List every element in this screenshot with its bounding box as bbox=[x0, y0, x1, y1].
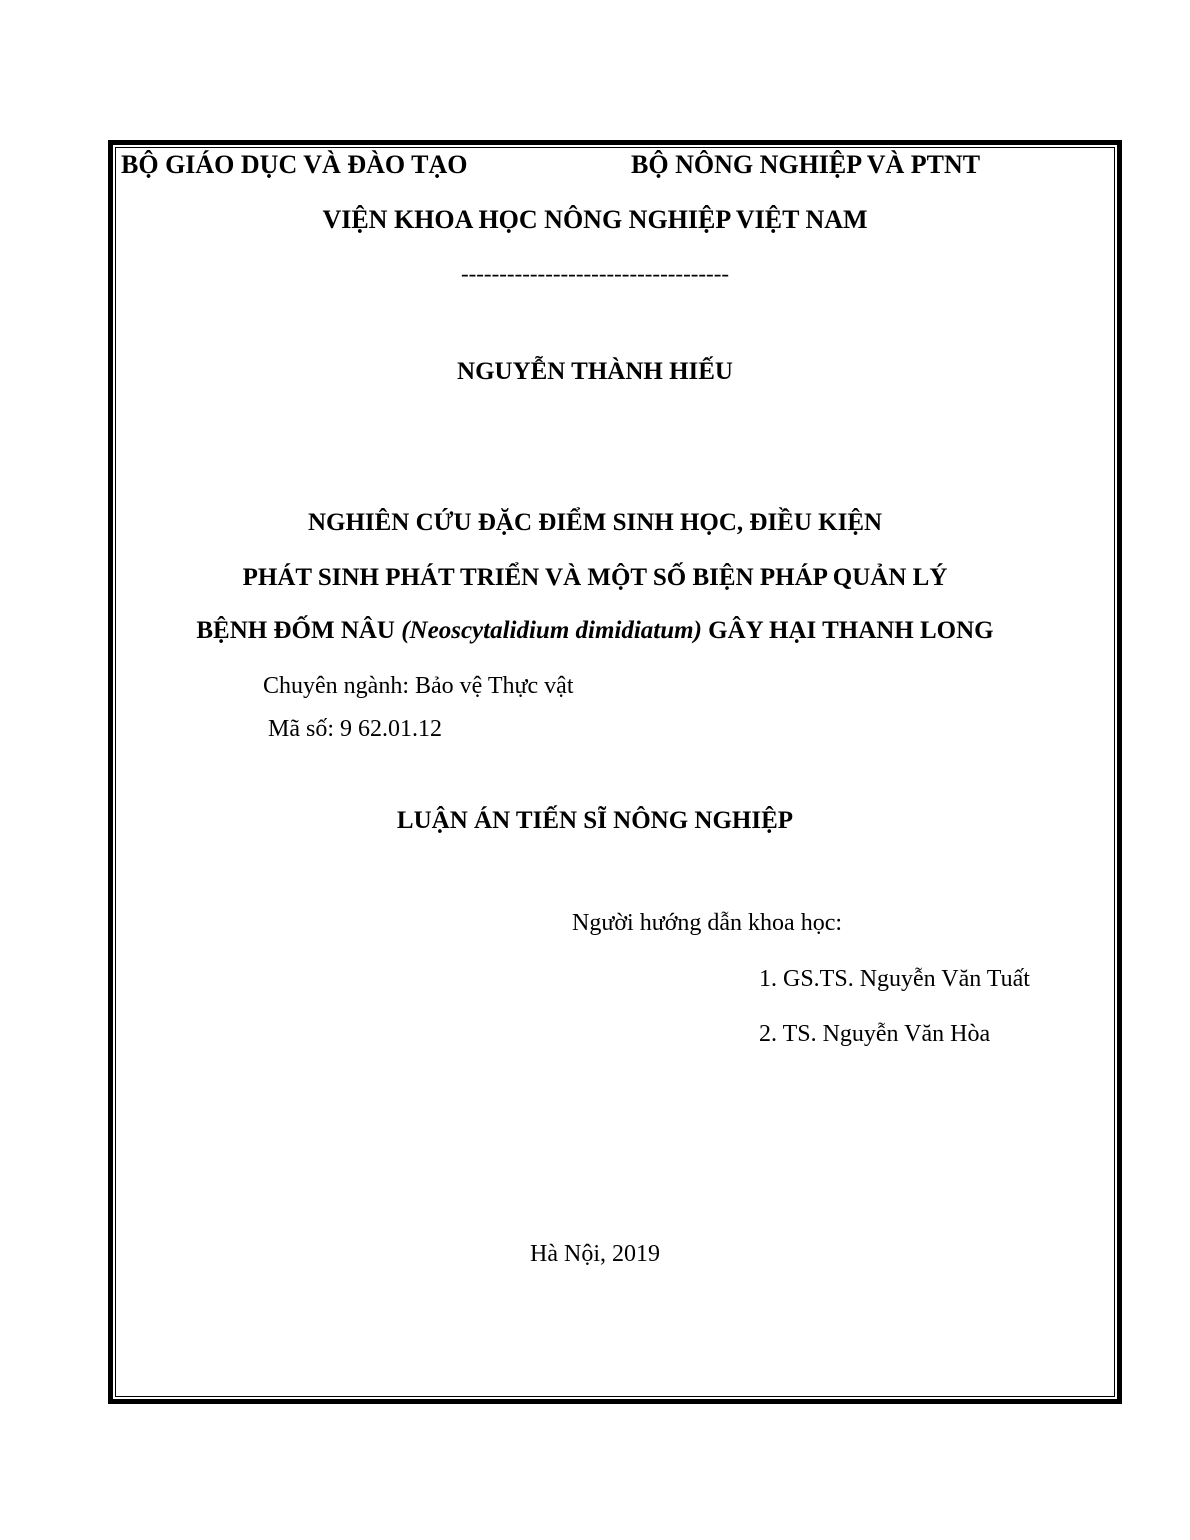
institute-name: VIỆN KHOA HỌC NÔNG NGHIỆP VIỆT NAM bbox=[322, 205, 868, 234]
ministry-right: BỘ NÔNG NGHIỆP VÀ PTNT bbox=[631, 150, 981, 179]
title-line-1: NGHIÊN CỨU ĐẶC ĐIỂM SINH HỌC, ĐIỀU KIỆN bbox=[307, 509, 883, 536]
supervisors-label: Người hướng dẫn khoa học: bbox=[572, 910, 843, 936]
degree-title: LUẬN ÁN TIẾN SĨ NÔNG NGHIỆP bbox=[396, 807, 794, 834]
page-border-inner bbox=[115, 147, 1115, 1397]
specialization: Chuyên ngành: Bảo vệ Thực vật bbox=[263, 673, 574, 699]
title-line-2: PHÁT SINH PHÁT TRIỂN VÀ MỘT SỐ BIỆN PHÁP QUẢN LÝ bbox=[242, 564, 948, 591]
place-date: Hà Nội, 2019 bbox=[530, 1241, 660, 1267]
supervisor-1: 1. GS.TS. Nguyễn Văn Tuất bbox=[759, 966, 1030, 992]
specialization-code: Mã số: 9 62.01.12 bbox=[268, 716, 442, 742]
title-line-3-prefix: BỆNH ĐỐM NÂU bbox=[196, 617, 402, 644]
author-name: NGUYỄN THÀNH HIẾU bbox=[457, 358, 733, 385]
title-line-3-species: (Neoscytalidium dimidiatum) bbox=[401, 617, 702, 644]
separator-line: ----------------------------------- bbox=[460, 261, 730, 286]
ministry-left: BỘ GIÁO DỤC VÀ ĐÀO TẠO bbox=[121, 150, 468, 179]
title-line-3-suffix: GÂY HẠI THANH LONG bbox=[701, 617, 994, 644]
supervisor-2: 2. TS. Nguyễn Văn Hòa bbox=[759, 1021, 991, 1047]
title-line-3 bbox=[0, 618, 1190, 643]
